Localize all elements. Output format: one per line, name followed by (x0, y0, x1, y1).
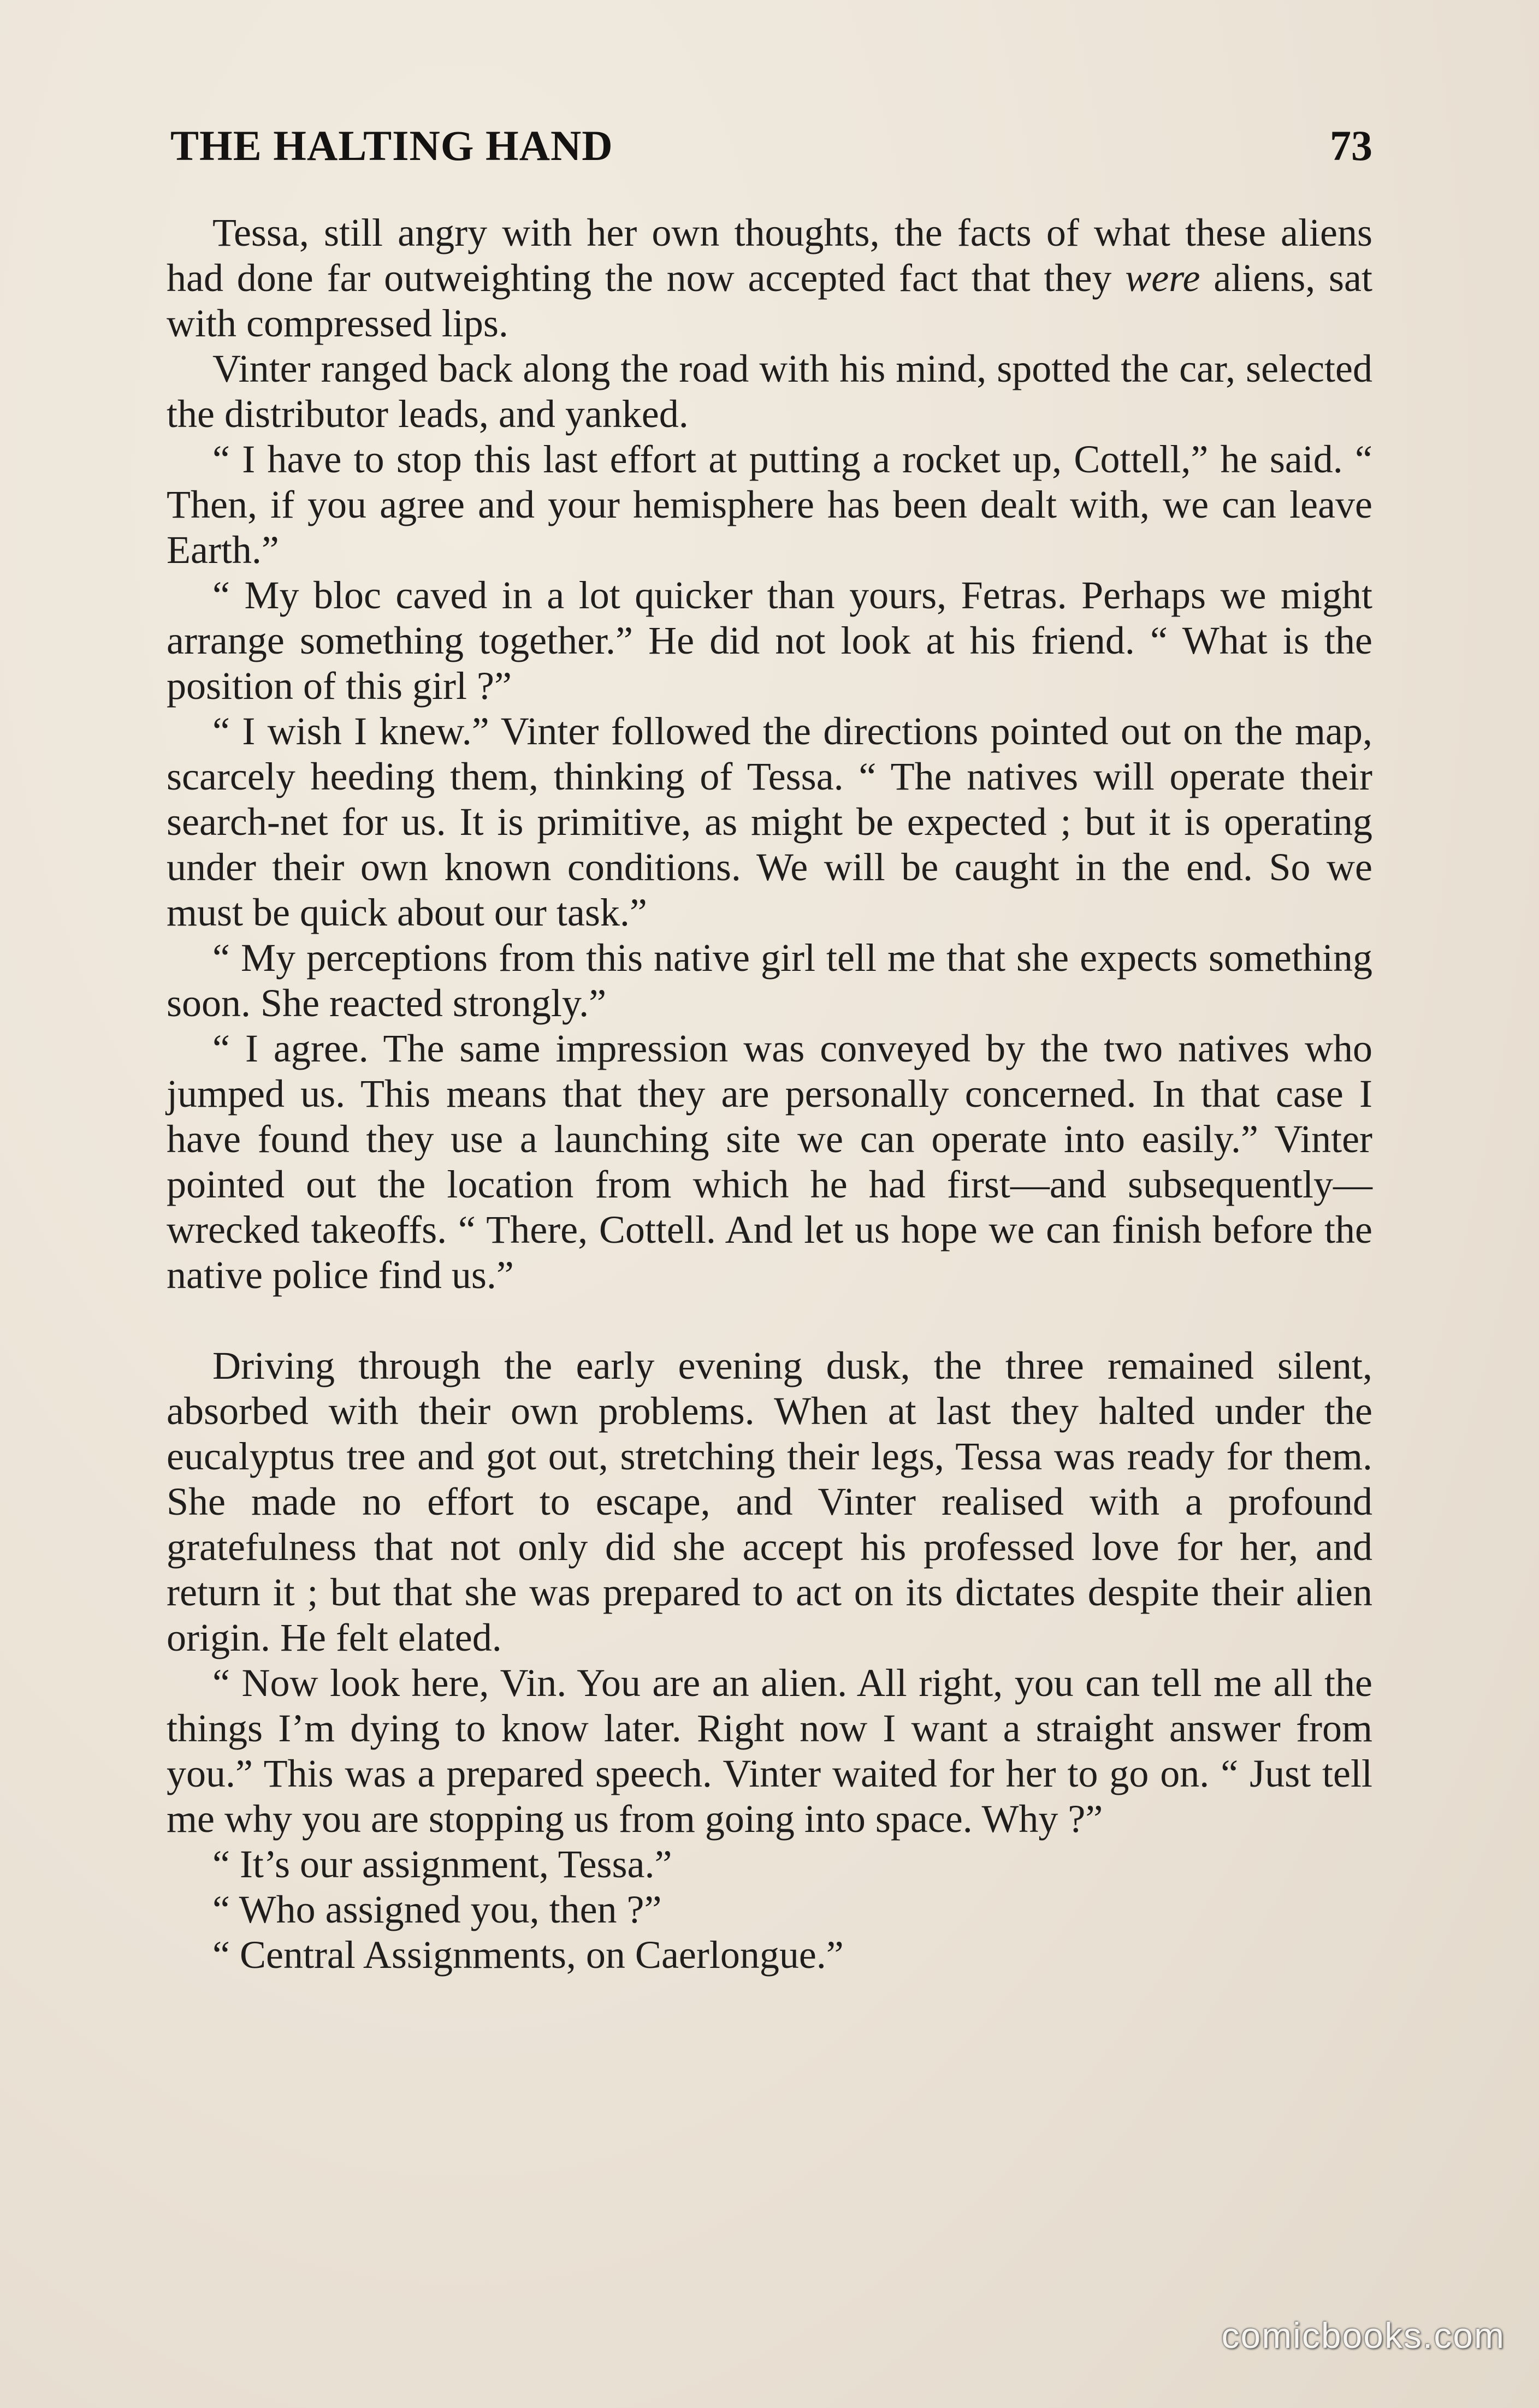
paragraph: “ Central Assignments, on Caerlongue.” (212, 1933, 844, 1977)
paragraph: “ I agree. The same impression was conveyed by the two natives who jumped us. This means that they are personally concerned. In that case I have found they use a launching site we can operate into easily.” Vinter pointed out the location from which he had first—and subsequently—wrecked takeoffs. “ There, Cottell. And let us hope we can finish before the native police find us.” (167, 1027, 1372, 1297)
page-header (170, 121, 1372, 176)
emphasis: were (1125, 256, 1200, 300)
paragraph: “ My perceptions from this native girl tell me that she expects something soon. She reacted strongly.” (167, 936, 1372, 1025)
paragraph: “ It’s our assignment, Tessa.” (212, 1842, 672, 1886)
watermark: comicbooks.com (1221, 2315, 1505, 2356)
paragraph: “ Now look here, Vin. You are an alien. All right, you can tell me all the things I’m dying to know later. Right now I want a straight answer from you.” This was a prepared speech. Vinter waited for her to go on. “ Just tell me why you are stopping us from going into space. Why ?” (167, 1661, 1372, 1841)
paragraph: “ I have to stop this last effort at putting a rocket up, Cottell,” he said. “ Then, if you agree and your hemisphere has been dealt with, we can leave Earth.” (167, 437, 1372, 572)
paragraph: Vinter ranged back along the road with his mind, spotted the car, selected the distributor leads, and yanked. (167, 347, 1372, 436)
body-text (167, 210, 1372, 1978)
paragraph: “ My bloc caved in a lot quicker than yours, Fetras. Perhaps we might arrange something together.” He did not look at his friend. “ What is the position of this girl ?” (167, 573, 1372, 708)
paragraph: “ I wish I knew.” Vinter followed the directions pointed out on the map, scarcely heeding them, thinking of Tessa. “ The natives will operate their search-net for us. It is primitive, as might be expected ; but it is operating under their own known conditions. We will be caught in the end. So we must be quick about our task.” (167, 709, 1372, 934)
running-title: THE HALTING HAND (170, 122, 613, 169)
page-number: 73 (1330, 122, 1372, 169)
paragraph: Tessa, still angry with her own thoughts, the facts of what these aliens had done far outweighting the now accepted fact that they were aliens, sat with compressed lips. (167, 211, 1373, 345)
paragraph: “ Who assigned you, then ?” (212, 1888, 662, 1931)
paragraph: Driving through the early evening dusk, the three remained silent, absorbed with their own problems. When at last they halted under the eucalyptus tree and got out, stretching their legs, Tessa was ready for them. She made no effort to escape, and Vinter realised with a profound gratefulness that not only did she accept his professed love for her, and return it ; but that she was prepared to act on its dictates despite their alien origin. He felt elated. (167, 1344, 1372, 1659)
